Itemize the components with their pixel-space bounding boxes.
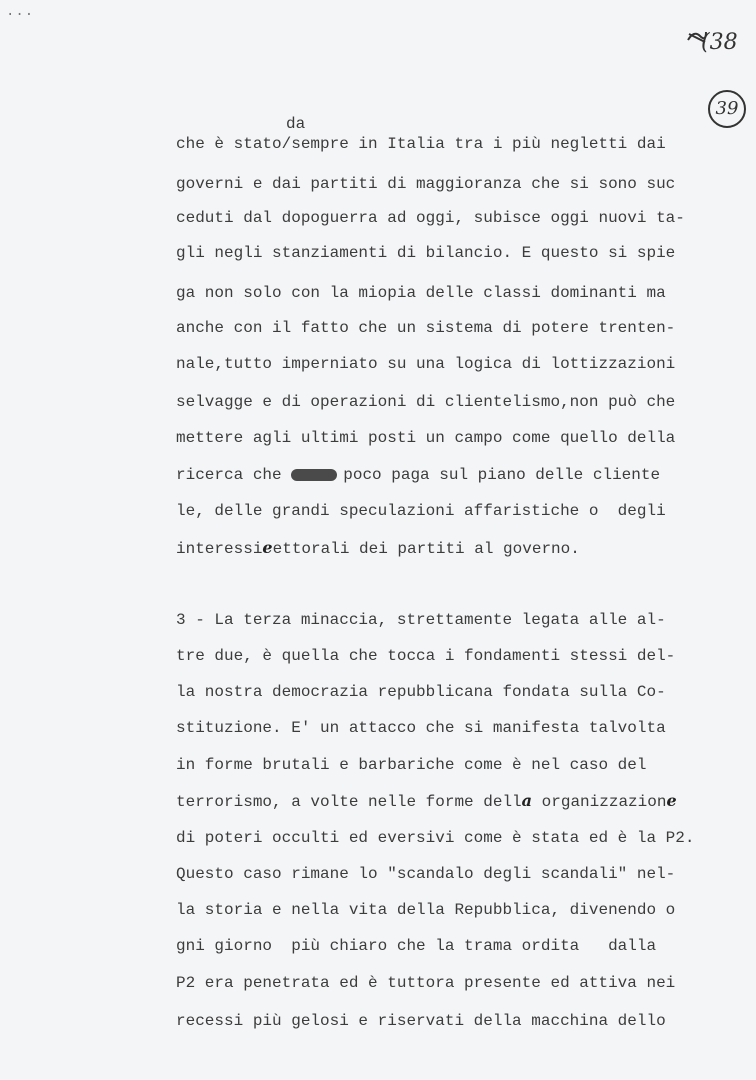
text-line: terrorismo, a volte nelle forme della organizzazione (176, 791, 677, 811)
text-line: ceduti dal dopoguerra ad oggi, subisce oggi nuovi ta- (176, 209, 685, 227)
text-line: ricerca che poco paga sul piano delle cliente (176, 466, 661, 484)
text-line: recessi più gelosi e riservati della macchina dello (176, 1012, 666, 1030)
text-line: nale,tutto imperniato su una logica di lottizzazioni (176, 355, 676, 373)
text-line: P2 era penetrata ed è tuttora presente ed attiva nei (176, 974, 676, 992)
text-line: mettere agli ultimi posti un campo come quello della (176, 429, 676, 447)
handwritten-insertion: da (286, 115, 306, 133)
text-line: tre due, è quella che tocca i fondamenti stessi del- (176, 647, 676, 665)
text-line: anche con il fatto che un sistema di potere trenten- (176, 319, 676, 337)
text-line: stituzione. E' un attacco che si manifesta talvolta (176, 719, 666, 737)
text-line: Questo caso rimane lo "scandalo degli scandali" nel- (176, 865, 676, 883)
text-line: interessieettorali dei partiti al governo. (176, 538, 580, 558)
text-line: che è stato/sempre in Italia tra i più negletti dai (176, 135, 666, 153)
corner-dots: ... (6, 4, 35, 20)
text-line: di poteri occulti ed eversivi come è stata ed è la P2. (176, 829, 695, 847)
text-line: gli negli stanziamenti di bilancio. E questo si spie (176, 244, 676, 262)
text-line: la nostra democrazia repubblicana fondata sulla Co- (176, 683, 666, 701)
text-line: ga non solo con la miopia delle classi dominanti ma (176, 284, 666, 302)
text-line: governi e dai partiti di maggioranza che si sono suc (176, 175, 676, 193)
text-line: gni giorno più chiaro che la trama ordita dalla (176, 937, 657, 955)
text-line: 3 - La terza minaccia, strettamente legata alle al- (176, 611, 666, 629)
ink-smudge (291, 469, 337, 481)
text-line: selvagge e di operazioni di clientelismo,non può che (176, 393, 676, 411)
old-page-number: (38 (701, 30, 738, 55)
text-line: la storia e nella vita della Repubblica, divenendo o (176, 901, 676, 919)
text-line: in forme brutali e barbariche come è nel caso del (176, 756, 647, 774)
page-number-circled: 39 (708, 90, 746, 128)
text-line: le, delle grandi speculazioni affaristiche o degli (176, 502, 666, 520)
